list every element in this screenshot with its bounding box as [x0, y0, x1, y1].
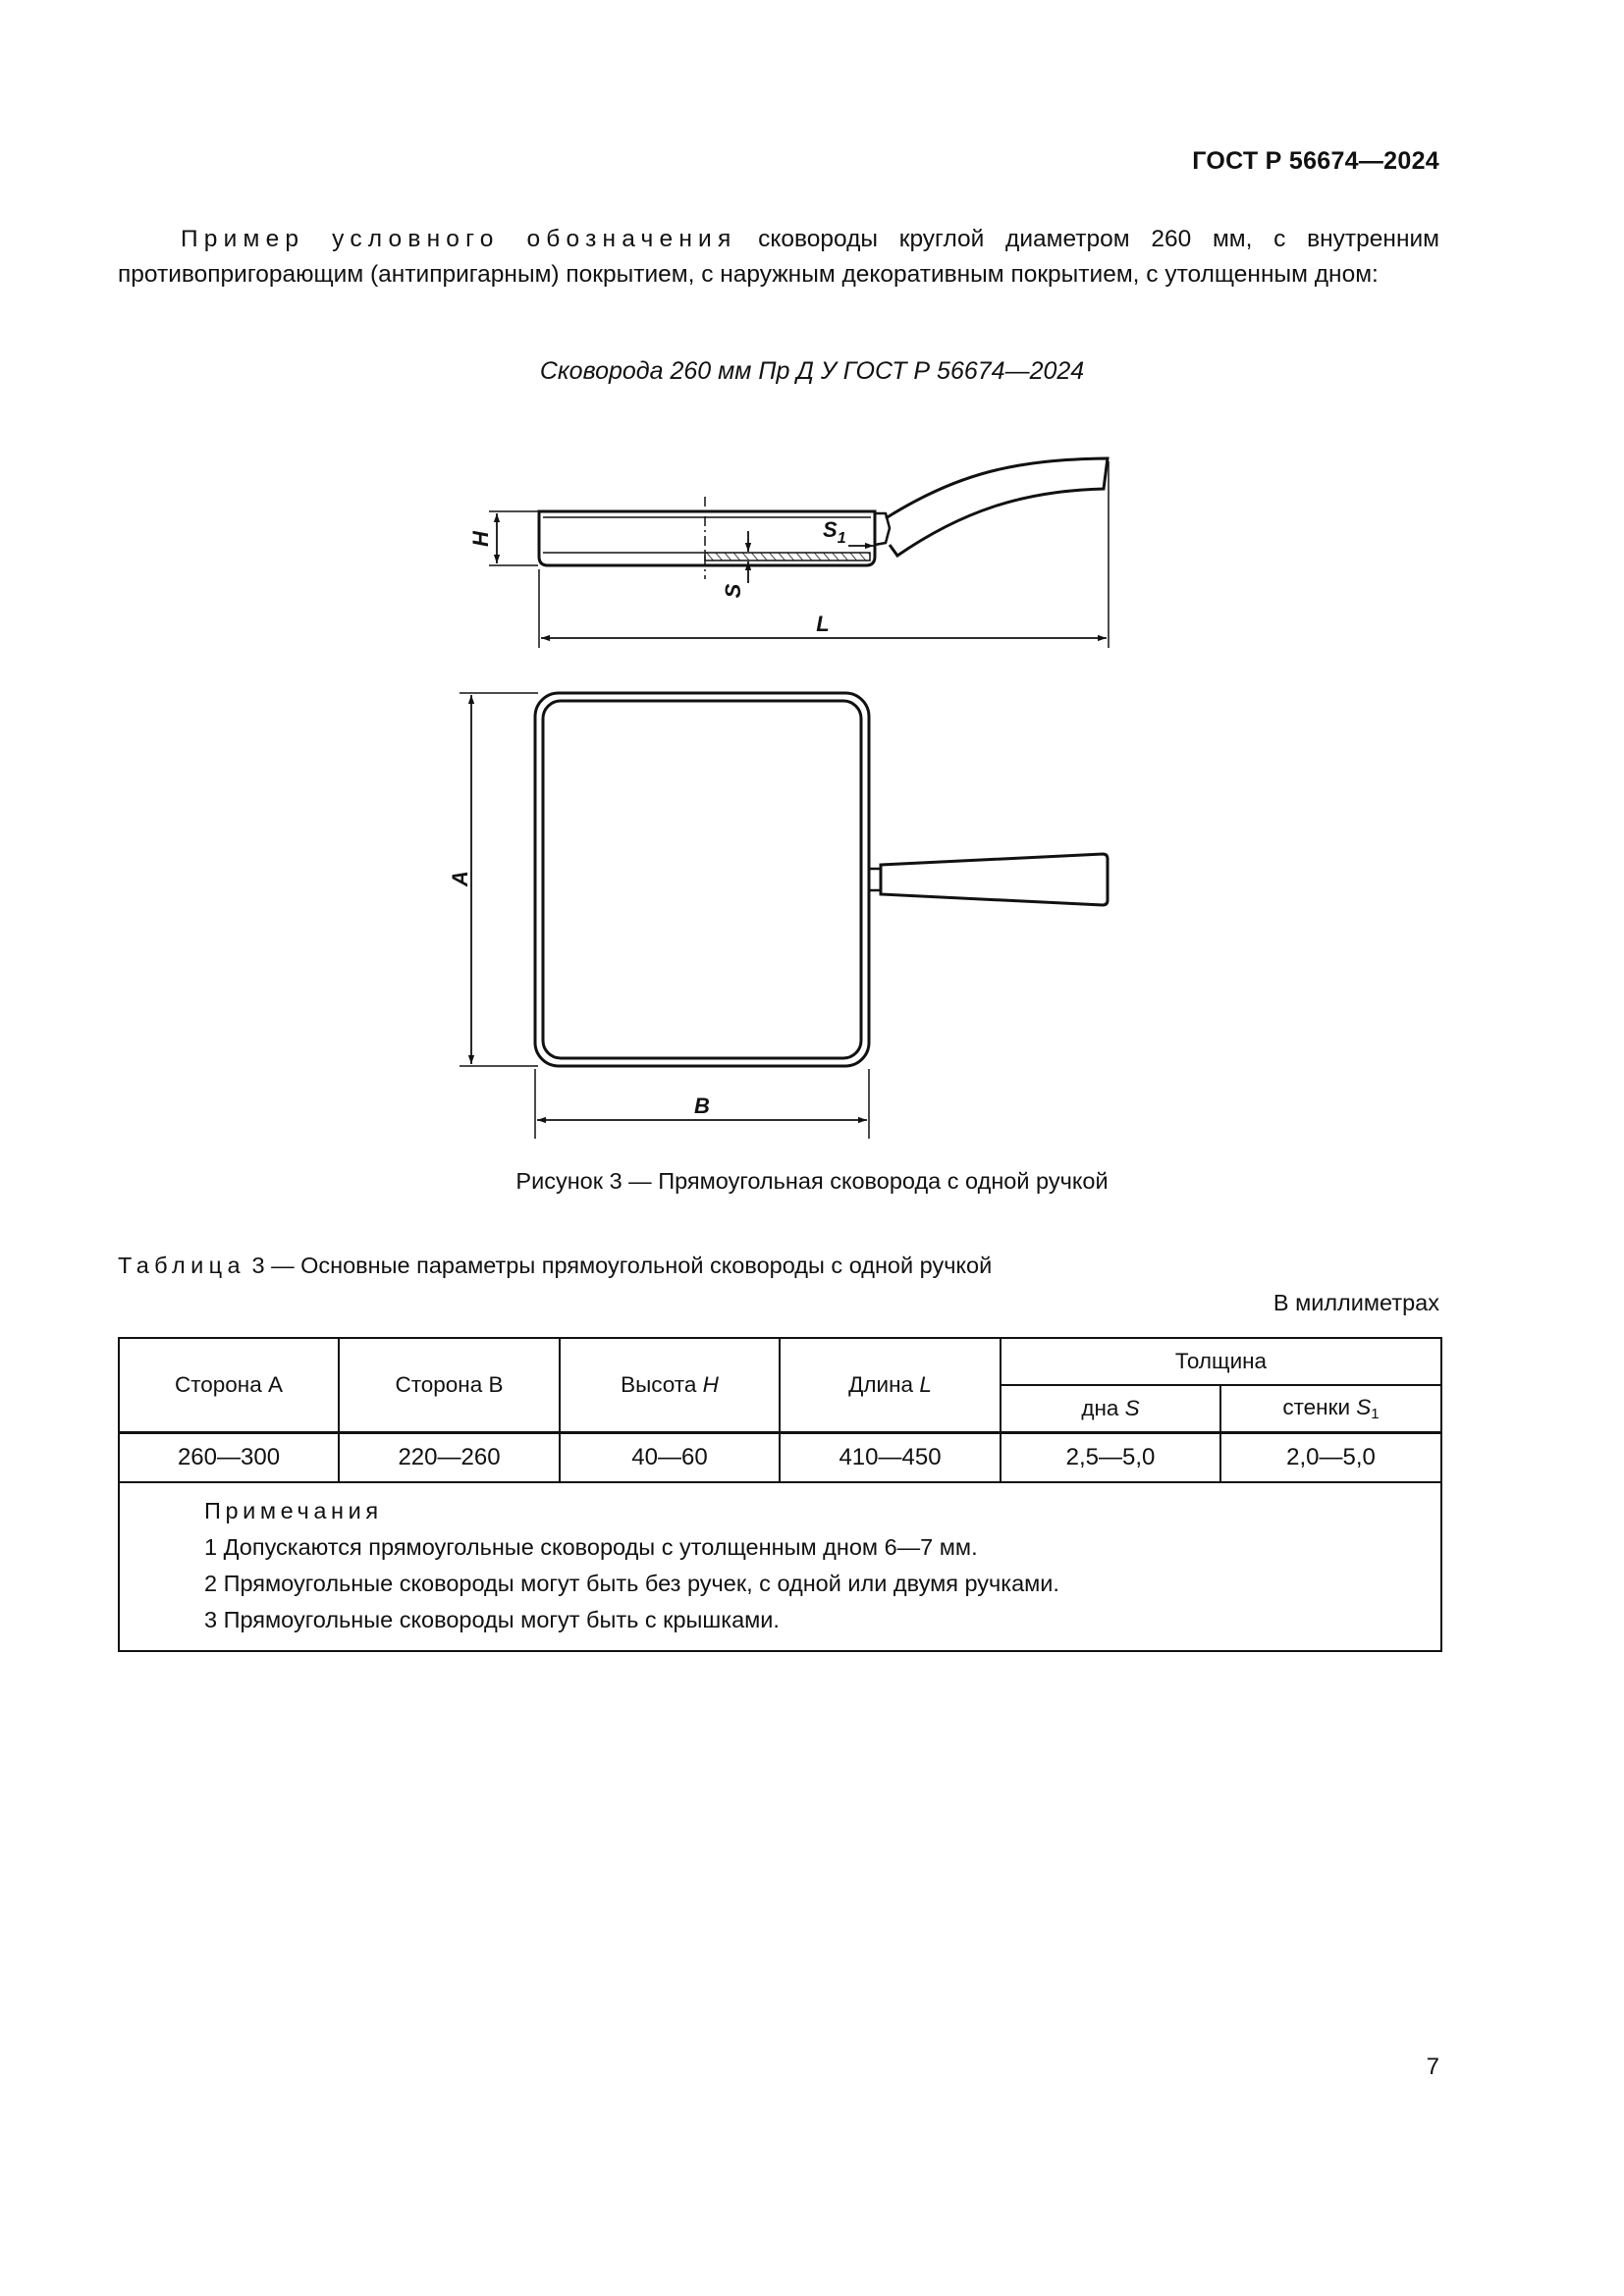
standard-number-header: ГОСТ Р 56674—2024	[1192, 147, 1439, 175]
cell-wall: 2,0—5,0	[1220, 1433, 1441, 1483]
table-row	[119, 1433, 1441, 1483]
header-wall: стенки $S_1$	[1220, 1385, 1441, 1433]
cell-length: 410—450	[780, 1433, 1001, 1483]
cell-side-a: 260—300	[119, 1433, 339, 1483]
figure-caption: Рисунок 3 — Прямоугольная сковорода с одной ручкой	[515, 1168, 1109, 1194]
table-caption-spaced: Таблица	[118, 1253, 245, 1278]
table-caption	[118, 1253, 992, 1279]
example-lead-spaced: Пример условного обозначения	[181, 226, 737, 252]
header-length: Длина L	[780, 1338, 1001, 1433]
table-notes-row	[119, 1482, 1441, 1651]
label-L: L	[816, 612, 830, 636]
label-B: B	[694, 1094, 710, 1118]
note-item: 3 Прямоугольные сковороды могут быть с крышками.	[204, 1607, 780, 1632]
table-units: В миллиметрах	[1272, 1290, 1439, 1315]
header-bottom: дна S	[1001, 1385, 1220, 1433]
label-S1: $S_1$	[823, 517, 846, 547]
top-pan-outer	[535, 693, 869, 1066]
cell-height: 40—60	[560, 1433, 780, 1483]
table-caption-text: 3 — Основные параметры прямоугольной сковороды с одной ручкой	[244, 1253, 993, 1278]
label-H: H	[468, 531, 493, 547]
top-pan-inner	[543, 701, 861, 1058]
parameters-table	[118, 1337, 1442, 1652]
label-A: A	[448, 871, 472, 886]
header-side-a: Сторона А	[119, 1338, 339, 1433]
cell-side-b: 220—260	[339, 1433, 560, 1483]
top-handle-bracket	[869, 869, 881, 890]
designation-example: Сковорода 260 мм Пр Д У ГОСТ Р 56674—2024	[539, 357, 1085, 385]
side-view	[489, 458, 1109, 648]
note-item: 1 Допускаются прямоугольные сковороды с утолщенным дном 6—7 мм.	[204, 1534, 978, 1560]
top-handle	[881, 854, 1108, 905]
header-side-b: Сторона В	[339, 1338, 560, 1433]
note-item: 2 Прямоугольные сковороды могут быть без ручек, с одной или двумя ручками.	[204, 1571, 1059, 1596]
notes-title: Примечания	[204, 1498, 383, 1523]
header-thickness: Толщина	[1001, 1338, 1441, 1385]
table-header-row-1	[119, 1338, 1441, 1385]
cell-bottom: 2,5—5,0	[1001, 1433, 1220, 1483]
top-view	[460, 693, 1108, 1139]
label-S: S	[721, 583, 745, 599]
page-number: 7	[1426, 2054, 1439, 2080]
notes-cell	[119, 1482, 1441, 1651]
example-text: сковороды круглой диаметром 260 мм, с внутренним противопригорающим (антипригарным) покрытием, с наружным декоративным покрытием, с утолщенным дном:	[118, 226, 1439, 288]
bottom-section-hatch	[705, 553, 870, 561]
header-height: Высота H	[560, 1338, 780, 1433]
side-handle	[886, 458, 1108, 556]
